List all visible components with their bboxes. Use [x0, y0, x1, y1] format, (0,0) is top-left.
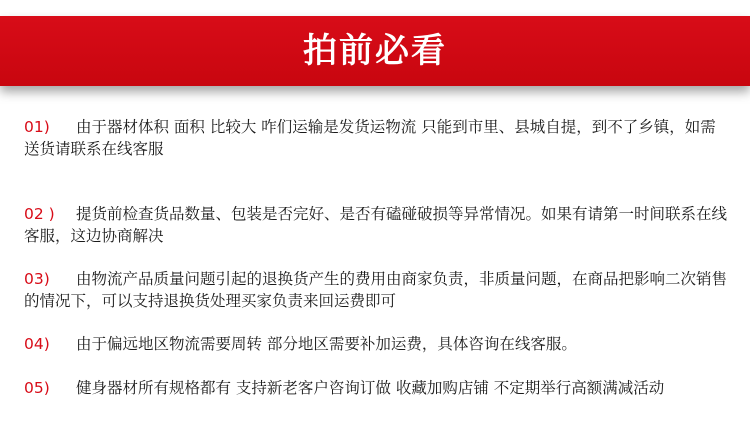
notice-number: 01): [24, 118, 50, 136]
notice-item: [24, 268, 730, 312]
notice-text: 提货前检查货品数量、包装是否完好、是否有磕碰破损等异常情况。如果有请第一时间联系在线客服，这边协商解决: [24, 205, 728, 245]
notice-text: 由于偏远地区物流需要周转 部分地区需要补加运费，具体咨询在线客服。: [76, 335, 577, 353]
title-banner: [0, 16, 750, 86]
notice-item: [24, 116, 730, 160]
notice-text: 由物流产品质量问题引起的退换货产生的费用由商家负责，非质量问题，在商品把影响二次销售的情况下，可以支持退换货处理买家负责来回运费即可: [24, 270, 728, 310]
notice-item: [24, 333, 730, 355]
notice-number: 02 ): [24, 205, 55, 223]
notice-text: 健身器材所有规格都有 支持新老客户咨询订做 收藏加购店铺 不定期举行高额满减活动: [76, 379, 665, 397]
notice-item: [24, 203, 730, 247]
notice-text: 由于器材体积 面积 比较大 咋们运输是发货运物流 只能到市里、县城自提，到不了乡镇，如需送货请联系在线客服: [24, 118, 716, 158]
notice-number: 04): [24, 335, 50, 353]
notice-number: 03): [24, 270, 50, 288]
notice-item: [24, 377, 730, 399]
page-title: 拍前必看: [303, 31, 447, 71]
notice-number: 05): [24, 379, 50, 397]
